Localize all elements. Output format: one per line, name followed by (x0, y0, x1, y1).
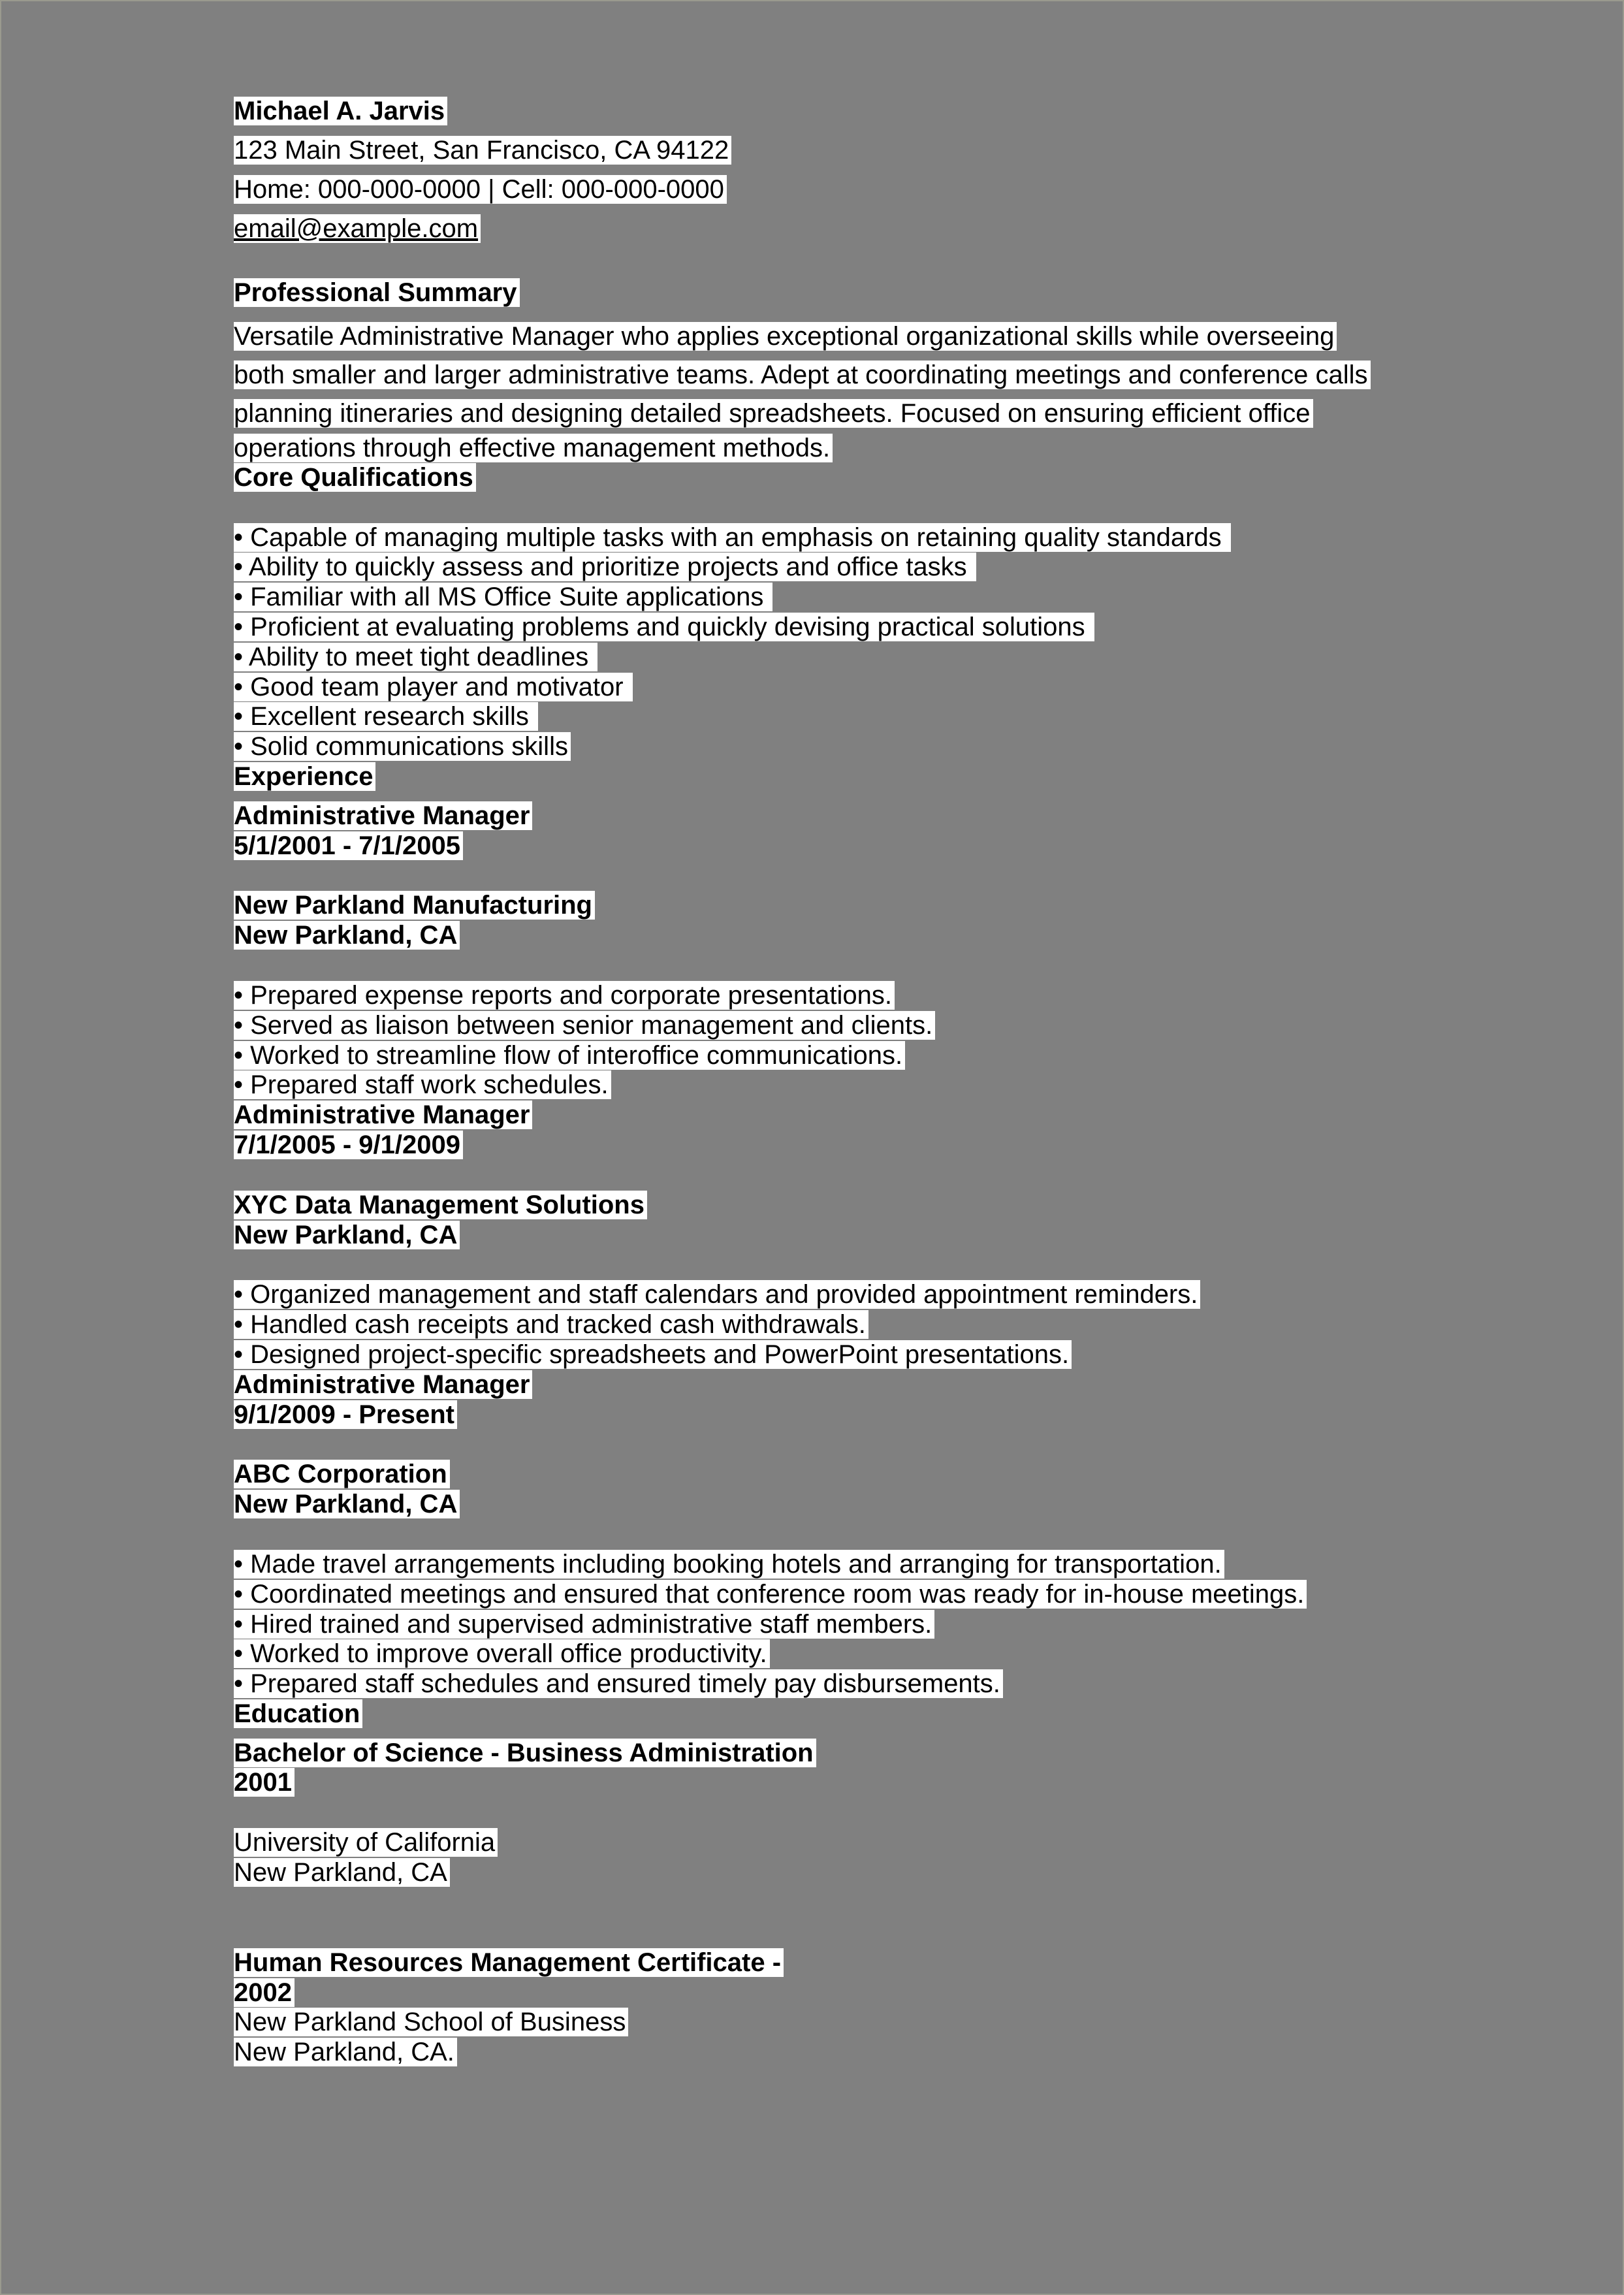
candidate-name: Michael A. Jarvis (234, 97, 447, 125)
company-location: New Parkland, CA (234, 1490, 460, 1518)
summary-line: Versatile Administrative Manager who applies exceptional organizational skills while overseeing (234, 322, 1337, 351)
list-item: • Worked to improve overall office productivity. (234, 1639, 770, 1668)
degree-name: Bachelor of Science - Business Administration (234, 1739, 816, 1767)
list-item: • Prepared staff work schedules. (234, 1070, 611, 1099)
summary-line: both smaller and larger administrative teams. Adept at coordinating meetings and conference calls (234, 361, 1371, 389)
list-item: • Capable of managing multiple tasks with an emphasis on retaining quality standards (234, 523, 1231, 552)
list-item: • Proficient at evaluating problems and quickly devising practical solutions (234, 613, 1094, 641)
degree-year: 2001 (234, 1768, 295, 1797)
job-dates: 7/1/2005 - 9/1/2009 (234, 1131, 463, 1159)
list-item: • Prepared staff schedules and ensured timely pay disbursements. (234, 1669, 1003, 1698)
job-entry (234, 1100, 1474, 1370)
summary-heading: Professional Summary (234, 278, 520, 307)
company-name: XYC Data Management Solutions (234, 1191, 647, 1219)
summary-text (234, 317, 1474, 433)
job-entry (234, 1370, 1474, 1699)
qualifications-list (234, 523, 1474, 762)
company-location: New Parkland, CA (234, 921, 460, 950)
list-item: • Served as liaison between senior management and clients. (234, 1011, 935, 1040)
list-item: • Excellent research skills (234, 702, 538, 731)
list-item: • Worked to streamline flow of interoffice communications. (234, 1041, 905, 1070)
school-location: New Parkland, CA. (234, 2038, 457, 2066)
job-dates: 9/1/2009 - Present (234, 1400, 457, 1429)
job-entry (234, 801, 1474, 1100)
degree-name: Human Resources Management Certificate - (234, 1948, 784, 1977)
email-link[interactable]: email@example.com (234, 214, 481, 243)
experience-heading: Experience (234, 762, 375, 791)
address: 123 Main Street, San Francisco, CA 94122 (234, 136, 731, 165)
list-item: • Handled cash receipts and tracked cash withdrawals. (234, 1310, 868, 1339)
company-name: New Parkland Manufacturing (234, 891, 595, 920)
company-location: New Parkland, CA (234, 1221, 460, 1249)
list-item: • Ability to quickly assess and prioritize projects and office tasks (234, 553, 976, 581)
list-item: • Designed project-specific spreadsheets and PowerPoint presentations. (234, 1340, 1072, 1369)
list-item: • Organized management and staff calendars and provided appointment reminders. (234, 1280, 1200, 1309)
job-title: Administrative Manager (234, 1100, 532, 1129)
company-name: ABC Corporation (234, 1460, 450, 1488)
list-item: • Hired trained and supervised administrative staff members. (234, 1610, 934, 1639)
list-item: • Prepared expense reports and corporate presentations. (234, 981, 895, 1010)
resume-document (234, 91, 1474, 2068)
education-heading: Education (234, 1699, 362, 1728)
list-item: • Ability to meet tight deadlines (234, 643, 597, 671)
school-name: University of California (234, 1828, 498, 1857)
summary-line: planning itineraries and designing detailed spreadsheets. Focused on ensuring efficient office (234, 399, 1313, 428)
education-entry (234, 1739, 1474, 1888)
list-item: • Solid communications skills (234, 732, 571, 761)
qualifications-heading: Core Qualifications (234, 463, 476, 492)
phone-numbers: Home: 000-000-0000 | Cell: 000-000-0000 (234, 175, 727, 204)
job-dates: 5/1/2001 - 7/1/2005 (234, 831, 463, 860)
list-item: • Coordinated meetings and ensured that conference room was ready for in-house meetings. (234, 1580, 1307, 1609)
list-item: • Good team player and motivator (234, 673, 633, 701)
degree-year: 2002 (234, 1978, 295, 2007)
school-name: New Parkland School of Business (234, 2008, 628, 2036)
list-item: • Familiar with all MS Office Suite applications (234, 583, 772, 611)
list-item: • Made travel arrangements including booking hotels and arranging for transportation. (234, 1550, 1224, 1579)
summary-line: operations through effective management methods. (234, 434, 833, 462)
education-entry (234, 1948, 1474, 2068)
contact-block (234, 91, 1474, 248)
school-location: New Parkland, CA (234, 1858, 450, 1887)
job-title: Administrative Manager (234, 1370, 532, 1399)
job-title: Administrative Manager (234, 801, 532, 830)
